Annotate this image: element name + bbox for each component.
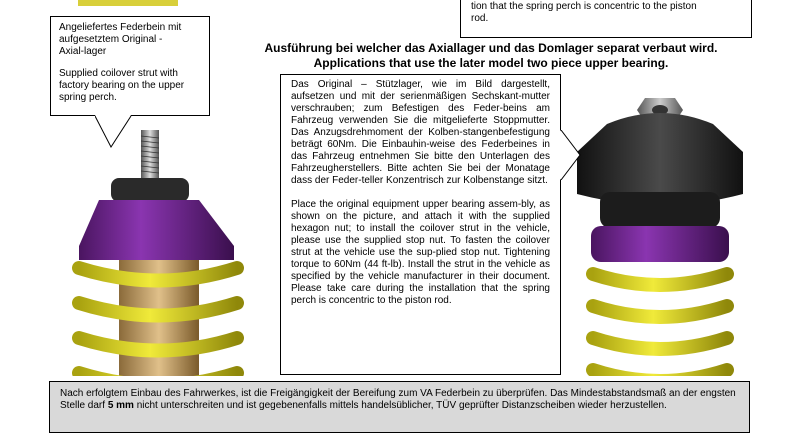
instructions-english: Place the original equipment upper bearing assem-bly, as shown on the picture, and attach it with the supplied hexagon nut; to install the coilover strut in the vehicle, please use the supplied stop nut. To fasten the coilover strut at the vehicle use the sup-plied stop nut. Tightening torque to 60Nm (44 ft-lb). Install the strut in the vehicle as specified by the vehicle manufacturer in their document. Please take care during the installation that the spring perch is concentric to the piston rod. [291,199,550,306]
callout-german-line2: aufgesetztem Original - [59,34,163,45]
instructions-pointer [560,130,582,180]
top-photo-fragment [78,0,178,6]
footer-min-distance: 5 mm [107,400,134,411]
coilover-left-illustration [49,118,269,376]
footer-text-after: nicht unterschreiten und ist gegebenenfalls mittels handelsüblicher, TÜV geprüfter Distanzscheiben wieder herzustellen. [133,400,667,411]
footer-clearance-note [49,381,750,433]
coilover-right-illustration [565,74,750,376]
callout-supplied-strut [50,16,210,116]
installation-instructions [280,74,561,375]
callout-german-line3: Axial-lager [59,46,107,57]
coilover-photo-right [565,74,750,376]
section-headline [236,41,746,71]
headline-german: Ausführung bei welcher das Axiallager und das Domlager separat verbaut wird. [264,41,718,55]
instructions-german: Das Original – Stützlager, wie im Bild dargestellt, aufsetzen und mit der serienmäßigen Sechskant-mutter verschrauben; zum Befestigen des Feder-beins am Fahrzeug verwenden Sie die mitgelieferte Stoppmutter. Das Anzugsdrehmoment der Kolben-stangenbefestigung beträgt 60Nm. Die Einbauhin-weise des Federbeines in das Fahrzeug entnehmen Sie bitte den Unterlagen des Fahrzeugherstellers. Bitte achten Sie bei der Monatage dass der Feder-teller Konzentrisch zur Kolbenstange sitzt. [291,79,550,186]
footer-text-before: Nach erfolgtem Einbau des Fahrwerkes, ist die Freigängigkeit der Bereifung zum VA Federbein zu überprüfen. Das Mindestabstandsmaß an der engsten Stelle darf [60,388,736,411]
top-right-text-box [460,0,752,38]
callout-german-line1: Angeliefertes Federbein mit [59,22,182,33]
top-right-line2: tion that the spring perch is concentric to the piston [471,1,697,12]
callout-pointer [95,115,135,149]
headline-english: Applications that use the later model two piece upper bearing. [313,56,669,70]
callout-english-text: Supplied coilover strut with factory bearing on the upper spring perch. [59,68,185,103]
top-right-line3: rod. [471,13,489,24]
coilover-photo-left [49,118,269,376]
